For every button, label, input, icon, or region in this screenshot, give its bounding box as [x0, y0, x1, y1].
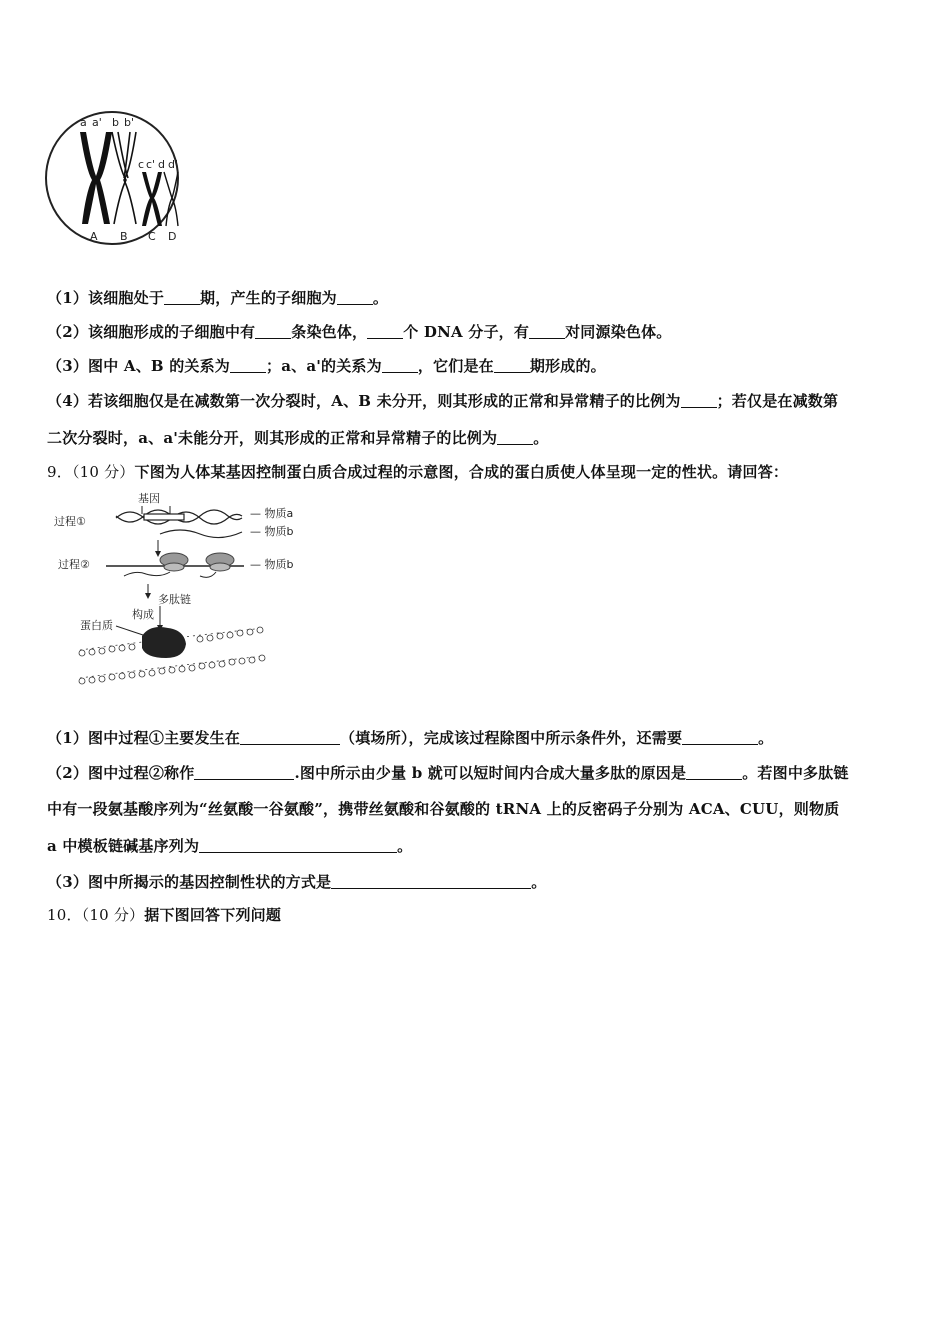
label-b: b	[112, 116, 119, 129]
label-c: c	[138, 158, 145, 171]
q8-part3: （3）图中 A、B 的关系为 ；a、a'的关系为 ，它们是在 期形成的。	[47, 357, 606, 375]
polypeptide-label: 多肽链	[158, 593, 191, 606]
label-C: C	[148, 230, 156, 243]
label-d: d	[158, 158, 165, 171]
label-b-prime: b'	[124, 116, 135, 129]
q9-stem: 9．（10 分）下图为人体某基因控制蛋白质合成过程的示意图，合成的蛋白质使人体呈现一定的性状。请回答：	[47, 463, 789, 481]
dna-double-helix	[116, 510, 242, 524]
label-D: D	[168, 230, 177, 243]
answer-blank[interactable]	[331, 874, 531, 889]
answer-blank[interactable]	[240, 730, 340, 745]
gene-label: 基因	[138, 492, 160, 505]
answer-blank[interactable]	[494, 358, 530, 373]
chromosome-figure	[42, 100, 192, 250]
answer-blank[interactable]	[194, 765, 294, 780]
substance-b2-label: — 物质b	[250, 558, 294, 571]
label-a-prime: a'	[92, 116, 102, 129]
polypeptide-strand-1	[124, 572, 170, 576]
answer-blank[interactable]	[164, 290, 200, 305]
label-d-prime: d'	[168, 158, 179, 171]
chromosome-A	[80, 132, 112, 224]
compose-label: 构成	[132, 608, 154, 621]
answer-blank[interactable]	[367, 324, 403, 339]
answer-blank[interactable]	[199, 838, 397, 853]
answer-blank[interactable]	[682, 730, 758, 745]
q9-part1: （1）图中过程①主要发生在 （填场所），完成该过程除图中所示条件外，还需要 。	[47, 729, 774, 747]
q8-part1: （1）该细胞处于 期，产生的子细胞为 。	[47, 289, 389, 307]
mrna-strand	[160, 530, 242, 538]
chromosome-D	[164, 172, 178, 226]
q10-stem: 10．（10 分）据下图回答下列问题	[47, 906, 282, 924]
gene-expression-figure	[50, 488, 330, 694]
process1-label: 过程①	[54, 515, 86, 528]
label-c-prime: c'	[146, 158, 156, 171]
label-B: B	[120, 230, 128, 243]
answer-blank[interactable]	[497, 430, 533, 445]
answer-blank[interactable]	[337, 290, 373, 305]
q9-part2-line2: 中有一段氨基酸序列为“丝氨酸一谷氨酸”，携带丝氨酸和谷氨酸的 tRNA 上的反密码子分别为 ACA、CUU，则物质	[47, 800, 840, 818]
answer-blank[interactable]	[686, 765, 742, 780]
substance-a-label: — 物质a	[250, 507, 294, 520]
answer-blank[interactable]	[681, 393, 717, 408]
substance-b-label: — 物质b	[250, 525, 294, 538]
q9-part2-line3: a 中模板链碱基序列为 。	[47, 837, 413, 855]
q8-part4-line2: 二次分裂时，a、a'未能分开，则其形成的正常和异常精子的比例为 。	[47, 429, 549, 447]
label-a: a	[80, 116, 87, 129]
answer-blank[interactable]	[230, 358, 266, 373]
answer-blank[interactable]	[255, 324, 291, 339]
q8-part4-line1: （4）若该细胞仅是在减数第一次分裂时，A、B 未分开，则其形成的正常和异常精子的比例为 ；若仅是在减数第	[47, 392, 839, 410]
polypeptide-strand-2	[200, 572, 216, 577]
q9-part3: （3）图中所揭示的基因控制性状的方式是 。	[47, 873, 547, 891]
q9-part2-line1: （2）图中过程②称作 .图中所示由少量 b 就可以短时间内合成大量多肽的原因是 。若图中多肽链	[47, 764, 849, 782]
process2-label: 过程②	[58, 558, 90, 571]
label-A: A	[90, 230, 98, 243]
chromosome-B	[112, 132, 136, 224]
chromosome-C	[142, 172, 162, 226]
protein-label: 蛋白质	[80, 619, 113, 632]
q8-part2: （2）该细胞形成的子细胞中有 条染色体， 个 DNA 分子，有 对同源染色体。	[47, 323, 672, 341]
answer-blank[interactable]	[382, 358, 418, 373]
membrane-protein	[142, 627, 186, 658]
answer-blank[interactable]	[529, 324, 565, 339]
